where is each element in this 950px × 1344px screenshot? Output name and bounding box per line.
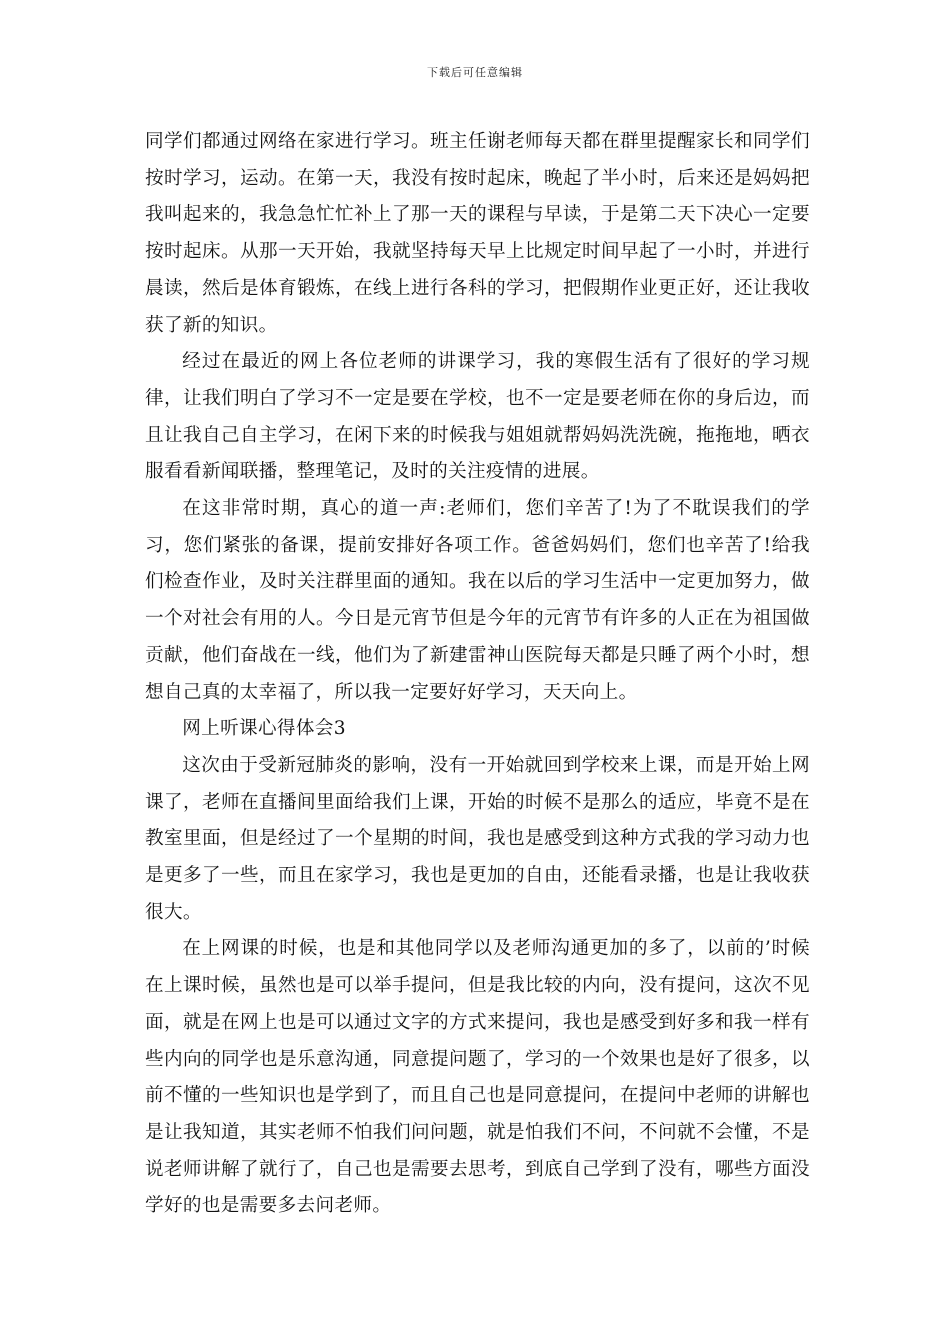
paragraph-5: 在上网课的时候，也是和其他同学以及老师沟通更加的多了，以前的’时候在上课时候，虽然也是可以举手提问，但是我比较的内向，没有提问，这次不见面，就是在网上也是可以通过文字的方式来提问，我也是感受到好多和我一样有些内向的同学也是乐意沟通，同意提问题了，学习的一个效果也是好了很多，以前不懂的一些知识也是学到了，而且自己也是同意提问，在提问中老师的讲解也是让我知道，其实老师不怕我们问问题，就是怕我们不问，不问就不会懂，不是说老师讲解了就行了，自己也是需要去思考，到底自己学到了没有，哪些方面没学好的也是需要多去问老师。 (145, 938, 810, 1217)
paragraph-3: 在这非常时期，真心的道一声:老师们，您们辛苦了!为了不耽误我们的学习，您们紧张的备课，提前安排好各项工作。爸爸妈妈们，您们也辛苦了!给我们检查作业，及时关注群里面的通知。我在以后的学习生活中一定更加努力，做一个对社会有用的人。今日是元宵节但是今年的元宵节有许多的人正在为祖国做贡献，他们奋战在一线，他们为了新建雷神山医院每天都是只睡了两个小时，想想自己真的太幸福了，所以我一定要好好学习，天天向上。 (145, 498, 810, 703)
paragraph-4: 这次由于受新冠肺炎的影响，没有一开始就回到学校来上课，而是开始上网课了，老师在直播间里面给我们上课，开始的时候不是那么的适应，毕竟不是在教室里面，但是经过了一个星期的时间，我也是感受到这种方式我的学习动力也是更多了一些，而且在家学习，我也是更加的自由，还能看录播，也是让我收获很大。 (145, 754, 810, 923)
document-body (145, 124, 810, 1225)
paragraph-1: 同学们都通过网络在家进行学习。班主任谢老师每天都在群里提醒家长和同学们按时学习，运动。在第一天，我没有按时起床，晚起了半小时，后来还是妈妈把我叫起来的，我急急忙忙补上了那一天的课程与早读，于是第二天下决心一定要按时起床。从那一天开始，我就坚持每天早上比规定时间早起了一小时，并进行晨读，然后是体育锻炼，在线上进行各科的学习，把假期作业更正好，还让我收获了新的知识。 (145, 131, 810, 336)
paragraph-2: 经过在最近的网上各位老师的讲课学习，我的寒假生活有了很好的学习规律，让我们明白了学习不一定是要在学校，也不一定是要老师在你的身后边，而且让我自己自主学习，在闲下来的时候我与姐姐就帮妈妈洗洗碗，拖拖地，晒衣服看看新闻联播，整理笔记，及时的关注疫情的进展。 (145, 351, 810, 483)
section-heading: 网上听课心得体会3 (182, 718, 346, 740)
page-header-note: 下载后可任意编辑 (427, 66, 523, 79)
